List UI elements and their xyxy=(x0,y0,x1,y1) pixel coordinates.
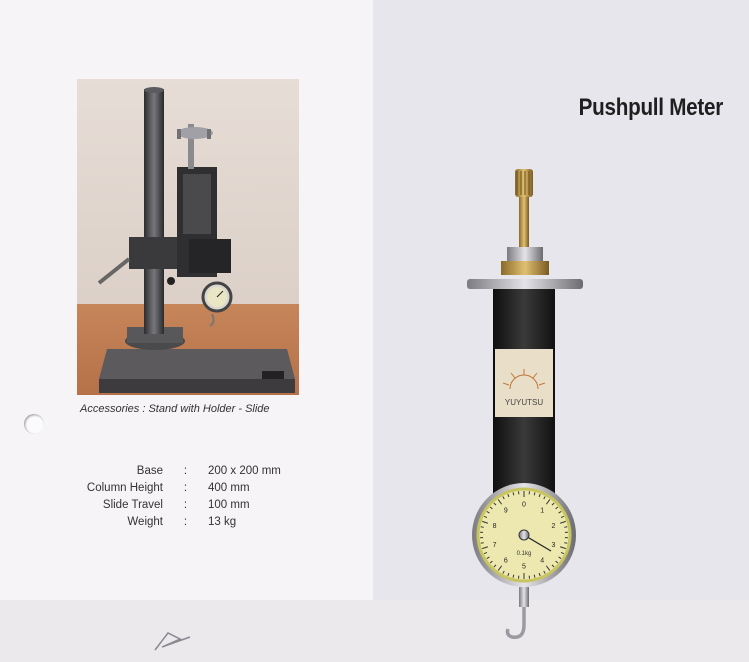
dial-tick xyxy=(481,527,484,528)
specs-table xyxy=(60,463,328,531)
dial-number: 1 xyxy=(540,507,545,515)
spec-colon: : xyxy=(183,499,188,511)
dial-tick xyxy=(481,543,484,544)
pushpull-meter-image xyxy=(455,163,595,655)
dial-number: 2 xyxy=(551,522,556,530)
dial-number: 4 xyxy=(540,557,545,565)
meter-brand: YUYUTSU xyxy=(504,398,544,407)
spec-colon: : xyxy=(183,516,188,528)
dial-number: 8 xyxy=(492,522,497,530)
spec-colon: : xyxy=(183,482,188,494)
photo-caption: Accessories : Stand with Holder - Slide xyxy=(80,403,270,415)
spec-row xyxy=(60,480,328,497)
dial-tick xyxy=(564,527,567,528)
spec-label: Weight xyxy=(127,516,163,528)
spec-label: Slide Travel xyxy=(102,499,163,511)
dial-number: 6 xyxy=(503,557,508,565)
spec-value: 200 x 200 mm xyxy=(208,465,281,477)
dial-number: 5 xyxy=(522,563,526,571)
page-title: Pushpull Meter xyxy=(578,94,723,121)
dial-number: 9 xyxy=(503,507,508,515)
punch-hole xyxy=(24,414,44,434)
spec-value: 400 mm xyxy=(208,482,250,494)
page-bottom xyxy=(0,600,749,662)
spec-value: 100 mm xyxy=(208,499,250,511)
meter-unit: 0.1kg xyxy=(516,551,532,557)
spec-row xyxy=(60,497,328,514)
spec-label: Column Height xyxy=(86,482,163,494)
dial-number: 0 xyxy=(522,501,526,509)
spec-value: 13 kg xyxy=(208,516,237,528)
spec-colon: : xyxy=(183,465,188,477)
dial-tick xyxy=(564,543,567,544)
spec-row xyxy=(60,463,328,480)
dial-number: 3 xyxy=(551,542,556,550)
spec-label: Base xyxy=(136,465,163,477)
dial-number: 7 xyxy=(492,542,497,550)
scribble-mark xyxy=(150,625,200,660)
spec-row xyxy=(60,514,328,531)
stand-photo xyxy=(77,79,299,395)
